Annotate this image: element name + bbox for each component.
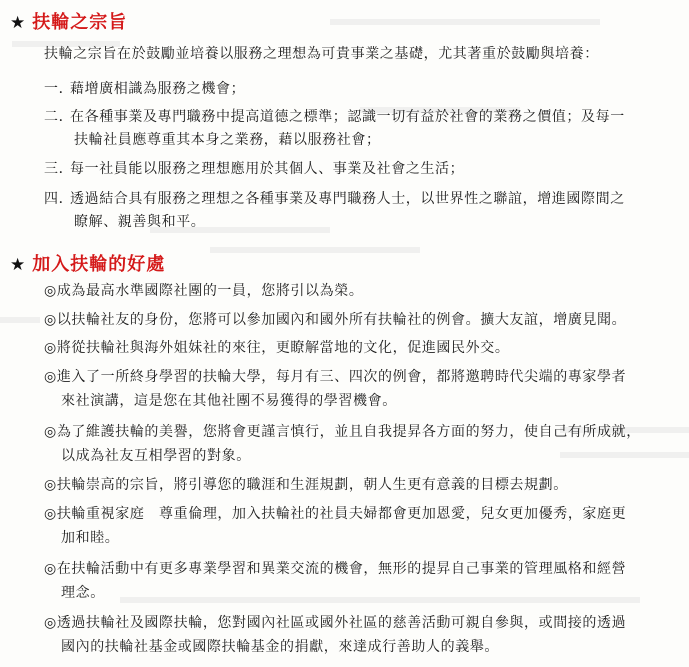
benefit-item-8-cont: 理念。 bbox=[61, 585, 105, 601]
item-number: 四． bbox=[44, 191, 74, 207]
item-text: 在各種事業及專門職務中提高道德之標準；認識一切有益於社會的業務之價值；及每一 bbox=[70, 109, 625, 125]
benefit-item-7-cont: 加和睦。 bbox=[61, 530, 120, 546]
object-item-4-cont: 瞭解、親善與和平。 bbox=[74, 214, 206, 230]
section-title-rotary-object bbox=[10, 8, 127, 34]
benefit-item-4-cont: 來社演講，這是您在其他社團不易獲得的學習機會。 bbox=[61, 393, 397, 409]
intro-paragraph: 扶輪之宗旨在於鼓勵並培養以服務之理想為可貴事業之基礎，尤其著重於鼓勵與培養： bbox=[44, 46, 599, 62]
object-item-2 bbox=[44, 108, 625, 126]
section-title-text: 加入扶輪的好處 bbox=[32, 254, 166, 275]
benefit-item-6: ◎扶輪崇高的宗旨，將引導您的職涯和生涯規劃，朝人生更有意義的目標去規劃。 bbox=[44, 477, 568, 493]
benefit-item-3: ◎將從扶輪社與海外姐妹社的來往，更瞭解當地的文化，促進國民外交。 bbox=[44, 340, 510, 356]
benefit-item-5-cont: 以成為社友互相學習的對象。 bbox=[61, 448, 251, 464]
benefit-item-5: ◎為了維護扶輪的美譽，您將會更謹言慎行，並且自我提昇各方面的努力，使自己有所成就， bbox=[44, 424, 641, 440]
benefit-item-1: ◎成為最高水準國際社團的一員，您將引以為榮。 bbox=[44, 283, 364, 299]
benefit-item-2: ◎以扶輪社友的身份，您將可以參加國內和國外所有扶輪社的例會。擴大友誼，增廣見聞。 bbox=[44, 312, 627, 328]
benefit-item-9: ◎透過扶輪社及國際扶輪，您對國內社區或國外社區的慈善活動可親自參與，或間接的透過 bbox=[44, 615, 627, 631]
item-text: 藉增廣相識為服務之機會； bbox=[70, 81, 246, 97]
item-number: 三． bbox=[44, 161, 74, 177]
star-icon: ★ bbox=[10, 13, 27, 33]
section-title-benefits bbox=[10, 250, 165, 276]
item-number: 二． bbox=[44, 109, 74, 125]
object-item-2-cont: 扶輪社員應尊重其本身之業務，藉以服務社會； bbox=[74, 132, 381, 148]
object-item-1 bbox=[44, 80, 245, 98]
benefit-item-9-cont: 國內的扶輪社基金或國際扶輪基金的捐獻，來達成行善助人的義舉。 bbox=[61, 639, 499, 655]
object-item-3 bbox=[44, 160, 464, 178]
benefit-item-4: ◎進入了一所終身學習的扶輪大學，每月有三、四次的例會，都將邀聘時代尖端的專家學者 bbox=[44, 369, 627, 385]
benefit-item-7: ◎扶輪重視家庭 尊重倫理，加入扶輪社的社員夫婦都會更加恩愛，兒女更加優秀，家庭更 bbox=[44, 506, 627, 522]
star-icon: ★ bbox=[10, 255, 27, 275]
benefit-item-8: ◎在扶輪活動中有更多專業學習和異業交流的機會，無形的提昇自己事業的管理風格和經營 bbox=[44, 561, 627, 577]
item-text: 透過結合具有服務之理想之各種事業及專門職務人士，以世界性之聯誼，增進國際間之 bbox=[70, 191, 625, 207]
section-title-text: 扶輪之宗旨 bbox=[32, 12, 128, 33]
object-item-4 bbox=[44, 190, 625, 208]
item-text: 每一社員能以服務之理想應用於其個人、事業及社會之生活； bbox=[70, 161, 465, 177]
item-number: 一． bbox=[44, 81, 74, 97]
